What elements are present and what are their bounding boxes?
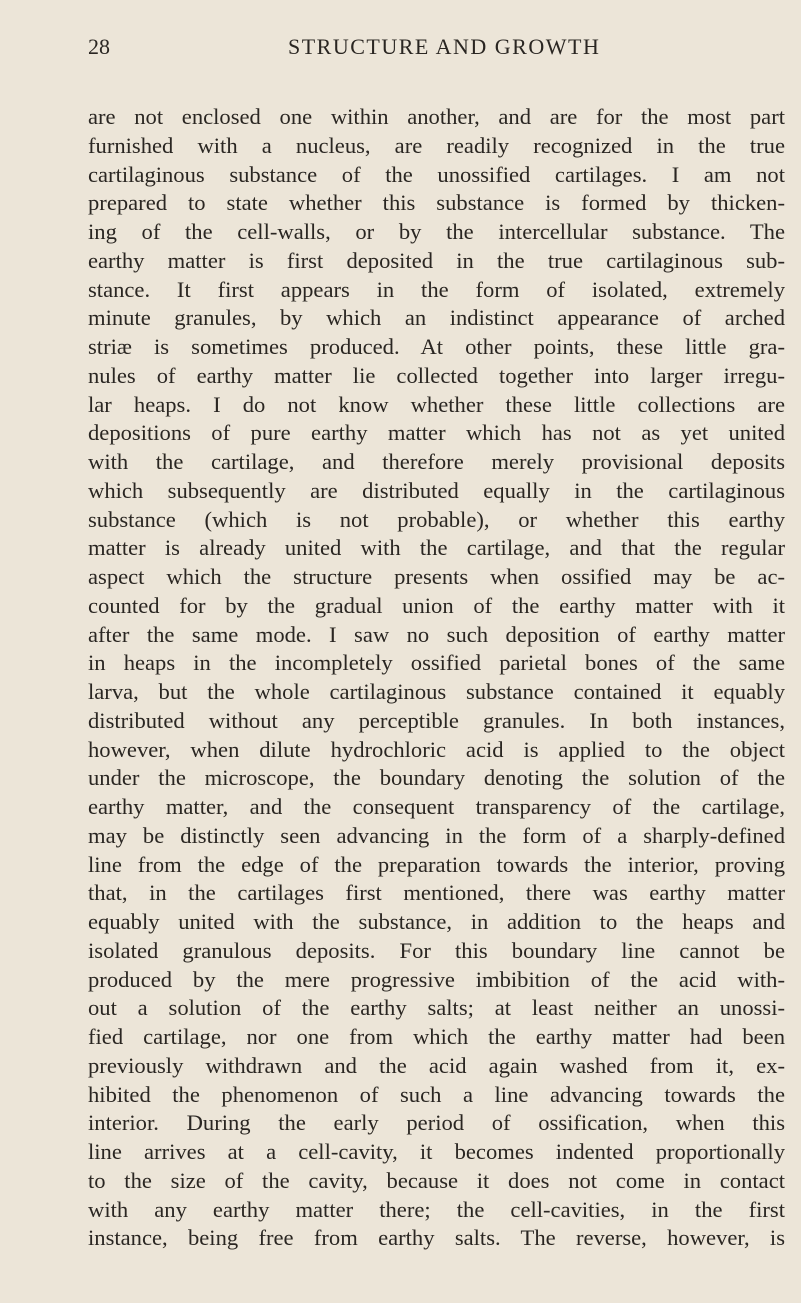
text-line: furnished with a nucleus, are readily recognized in the true: [88, 132, 785, 158]
text-line: fied cartilage, nor one from which the earthy matter had been: [88, 1024, 785, 1049]
text-line: earthy matter is first deposited in the true cartilaginous sub-: [88, 247, 785, 273]
text-line: produced by the mere progressive imbibition of the acid with-: [88, 966, 785, 992]
text-line: instance, being free from earthy salts. The reverse, however, is: [88, 1225, 785, 1251]
text-line: which subsequently are distributed equally in the cartilaginous: [88, 477, 785, 503]
running-title: STRUCTURE AND GROWTH: [288, 34, 601, 59]
text-line: stance. It first appears in the form of isolated, extremely: [88, 276, 785, 302]
text-line: previously withdrawn and the acid again washed from it, ex-: [88, 1052, 785, 1078]
text-line: ing of the cell-walls, or by the intercellular substance. The: [88, 219, 785, 244]
text-line: line arrives at a cell-cavity, it becomes indented proportionally: [88, 1139, 785, 1164]
body-text: [88, 103, 785, 1253]
text-line: with the cartilage, and therefore merely provisional deposits: [88, 449, 785, 474]
text-line: out a solution of the earthy salts; at least neither an unossi-: [88, 995, 785, 1021]
text-line: that, in the cartilages first mentioned, there was earthy matter: [88, 880, 785, 906]
text-line: lar heaps. I do not know whether these little collections are: [88, 391, 785, 417]
text-line: are not enclosed one within another, and are for the most part: [88, 104, 785, 129]
text-line: equably united with the substance, in addition to the heaps and: [88, 909, 785, 934]
text-line: hibited the phenomenon of such a line advancing towards the: [88, 1081, 785, 1107]
text-line: line from the edge of the preparation towards the interior, proving: [88, 851, 785, 877]
text-line: however, when dilute hydrochloric acid is applied to the object: [88, 736, 785, 762]
text-line: with any earthy matter there; the cell-cavities, in the first: [88, 1196, 785, 1222]
page-header: [88, 34, 785, 64]
text-line: substance (which is not probable), or whether this earthy: [88, 506, 785, 532]
text-line: cartilaginous substance of the unossified cartilages. I am not: [88, 161, 785, 187]
text-line: earthy matter, and the consequent transparency of the cartilage,: [88, 794, 785, 819]
text-line: prepared to state whether this substance is formed by thicken-: [88, 190, 785, 216]
text-line: minute granules, by which an indistinct appearance of arched: [88, 305, 785, 331]
text-line: may be distinctly seen advancing in the form of a sharply-defined: [88, 822, 785, 848]
text-line: aspect which the structure presents when ossified may be ac-: [88, 564, 785, 589]
text-line: after the same mode. I saw no such deposition of earthy matter: [88, 621, 785, 647]
text-line: nules of earthy matter lie collected together into larger irregu-: [88, 362, 785, 388]
text-line: in heaps in the incompletely ossified parietal bones of the same: [88, 650, 785, 676]
text-line: larva, but the whole cartilaginous substance contained it equably: [88, 679, 785, 704]
text-line: striæ is sometimes produced. At other points, these little gra-: [88, 334, 785, 359]
text-line: distributed without any perceptible granules. In both instances,: [88, 707, 785, 733]
text-line: to the size of the cavity, because it does not come in contact: [88, 1167, 785, 1193]
page-number: 28: [88, 34, 110, 59]
text-line: counted for by the gradual union of the earthy matter with it: [88, 592, 785, 618]
text-line: depositions of pure earthy matter which has not as yet united: [88, 420, 785, 446]
text-line: matter is already united with the cartilage, and that the regular: [88, 535, 785, 561]
text-line: isolated granulous deposits. For this boundary line cannot be: [88, 937, 785, 963]
text-line: interior. During the early period of ossification, when this: [88, 1110, 785, 1136]
text-line: under the microscope, the boundary denoting the solution of the: [88, 765, 785, 791]
